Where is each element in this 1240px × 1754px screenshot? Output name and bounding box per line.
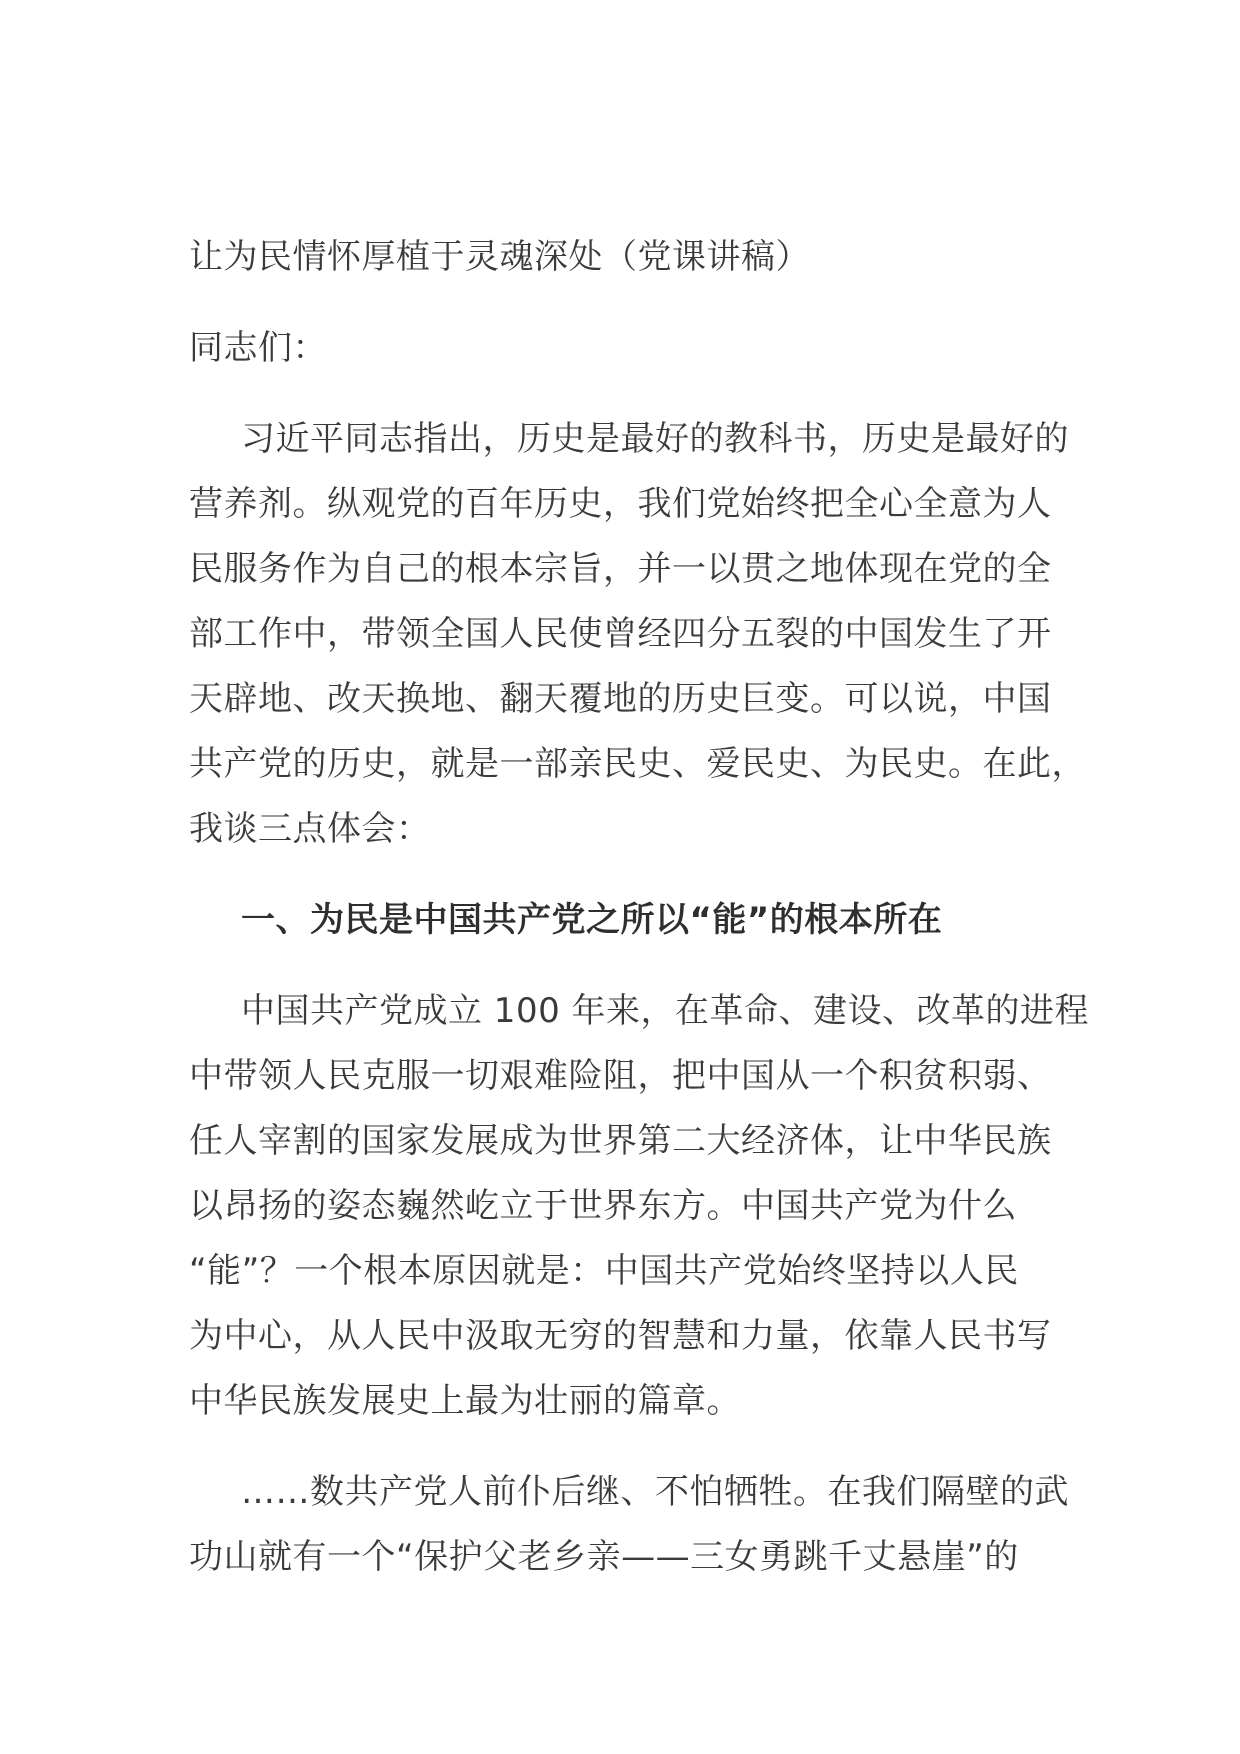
document-title: 让为民情怀厚植于灵魂深处（党课讲稿） (189, 237, 810, 277)
paragraph-line: 中带领人民克服一切艰难险阻，把中国从一个积贫积弱、 (189, 1056, 1052, 1096)
paragraph-line: 习近平同志指出，历史是最好的教科书，历史是最好的 (241, 419, 1069, 459)
paragraph-line: 共产党的历史，就是一部亲民史、爱民史、为民史。在此， (189, 744, 1086, 784)
document-body (189, 225, 1090, 1590)
paragraph-line: 营养剂。纵观党的百年历史，我们党始终把全心全意为人 (189, 484, 1052, 524)
spacer (189, 290, 1059, 316)
paragraph-line: 为中心，从人民中汲取无穷的智慧和力量，依靠人民书写 (189, 1316, 1052, 1356)
paragraph-line: 民服务作为自己的根本宗旨，并一以贯之地体现在党的全 (189, 549, 1052, 589)
spacer (189, 1434, 1059, 1460)
paragraph-line: ……数共产党人前仆后继、不怕牺牲。在我们隔壁的武 (241, 1472, 1069, 1512)
paragraph-line: 功山就有一个“保护父老乡亲——三女勇跳千丈悬崖”的 (189, 1537, 1019, 1577)
paragraph-line: 中华民族发展史上最为壮丽的篇章。 (189, 1381, 741, 1421)
section1-paragraph-2 (189, 1460, 1069, 1590)
salutation: 同志们： (189, 328, 327, 368)
section1-paragraph-1 (189, 979, 1090, 1434)
paragraph-line: 任人宰割的国家发展成为世界第二大经济体，让中华民族 (189, 1121, 1052, 1161)
paragraph-line: 我谈三点体会： (189, 809, 431, 849)
spacer (189, 381, 1059, 407)
intro-paragraph (189, 407, 1086, 862)
paragraph-line: 天辟地、改天换地、翻天覆地的历史巨变。可以说，中国 (189, 679, 1052, 719)
spacer (189, 953, 1059, 979)
spacer (189, 862, 1059, 888)
paragraph-line: 以昂扬的姿态巍然屹立于世界东方。中国共产党为什么 (189, 1186, 1017, 1226)
paragraph-line: 部工作中，带领全国人民使曾经四分五裂的中国发生了开 (189, 614, 1052, 654)
section-heading: 一、为民是中国共产党之所以“能”的根本所在 (241, 900, 943, 940)
paragraph-line: “能”？一个根本原因就是：中国共产党始终坚持以人民 (189, 1251, 1019, 1291)
paragraph-line: 中国共产党成立 100 年来，在革命、建设、改革的进程 (241, 991, 1090, 1031)
